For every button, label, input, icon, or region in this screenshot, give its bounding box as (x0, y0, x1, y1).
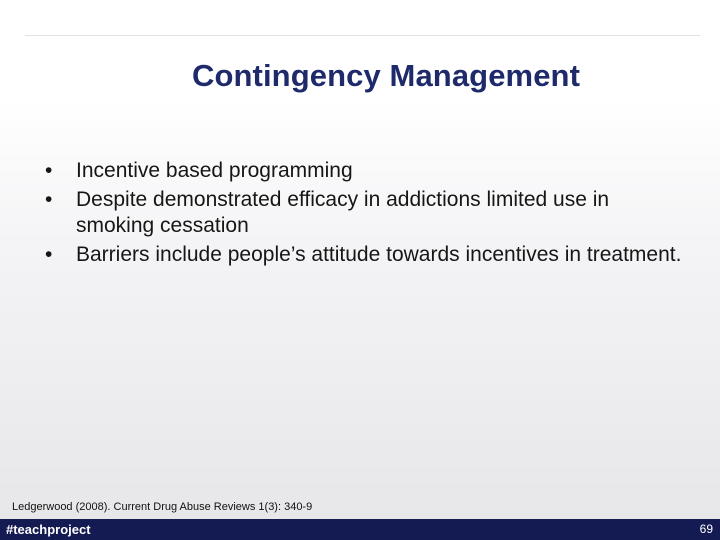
bullet-text: Barriers include people’s attitude towards incentives in treatment. (76, 243, 682, 266)
bullet-list (45, 158, 685, 271)
footer-hashtag: #teachproject (6, 522, 91, 537)
slide-title: Contingency Management (191, 58, 581, 93)
bullet-item (45, 158, 685, 184)
bullet-item (45, 242, 685, 268)
bullet-item (45, 187, 685, 239)
bullet-marker: • (45, 188, 53, 211)
bullet-text: Incentive based programming (76, 159, 353, 182)
top-divider (25, 35, 700, 36)
bullet-marker: • (45, 159, 53, 182)
footer-bar (0, 519, 720, 540)
citation: Ledgerwood (2008). Current Drug Abuse Reviews 1(3): 340-9 (12, 501, 313, 513)
bullet-marker: • (45, 243, 53, 266)
page-number: 69 (699, 522, 713, 536)
bullet-text: Despite demonstrated efficacy in addictions limited use in smoking cessation (76, 188, 610, 237)
